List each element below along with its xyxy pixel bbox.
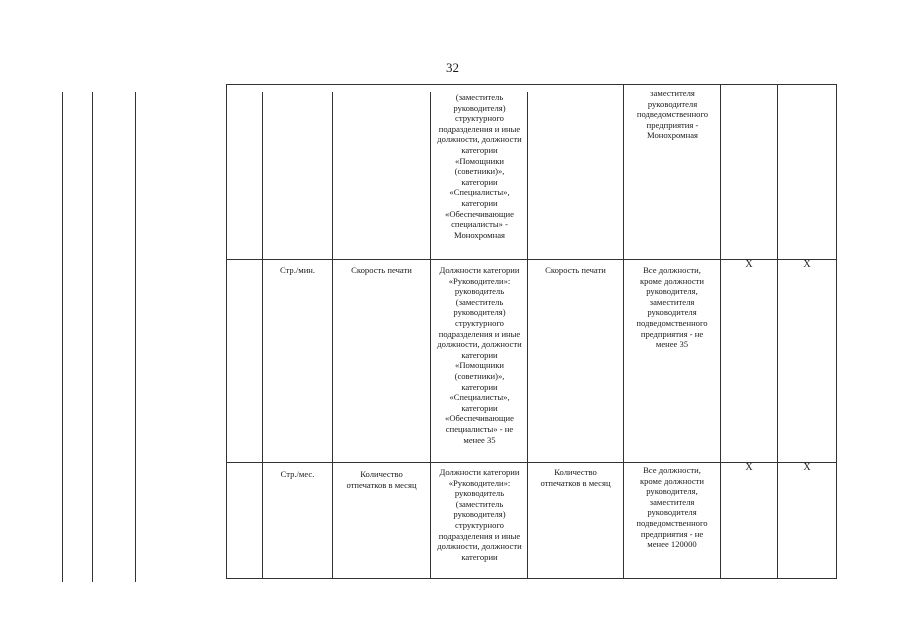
- cell-line: категории: [461, 144, 498, 155]
- row1-norm-right: [625, 88, 720, 141]
- column-divider: [430, 92, 431, 579]
- row2-norm-right: [624, 265, 720, 350]
- cell-line: подведомственного: [636, 517, 708, 528]
- table-top-rule: [226, 84, 836, 85]
- column-divider: [777, 84, 778, 579]
- row2-unit: Стр./мин.: [279, 265, 316, 275]
- cell-line: подразделения и иные: [438, 530, 521, 541]
- row3-characteristic-2: [528, 467, 623, 488]
- cell-line: Все должности,: [643, 465, 701, 475]
- cell-line: специалисты» - не: [445, 423, 514, 434]
- cell-line: должности, должности: [437, 339, 522, 350]
- cell-line: «Специалисты»,: [449, 392, 510, 403]
- cell-line: предприятия - не: [640, 328, 704, 339]
- cell-line: предприятия - не: [640, 528, 704, 539]
- cell-line: менее 35: [463, 434, 496, 445]
- cell-line: «Специалисты»,: [449, 187, 510, 198]
- cell-line: «Руководители»:: [448, 275, 511, 286]
- row2-norm-left: [432, 265, 527, 445]
- cell-line: кроме должности: [639, 475, 705, 486]
- cell-line: категории: [461, 402, 498, 413]
- cell-line: «Руководители»:: [448, 477, 511, 488]
- cell-line: руководителя): [453, 509, 506, 520]
- column-divider: [720, 84, 721, 579]
- cell-line: Количество: [554, 467, 597, 477]
- column-divider: [332, 92, 333, 579]
- table-bottom-rule: [226, 578, 836, 579]
- cell-line: кроме должности: [639, 275, 705, 286]
- cell-line: Количество: [360, 469, 403, 479]
- row3-characteristic: [333, 469, 430, 490]
- row1-norm-left: [432, 92, 527, 240]
- cell-line: «Помощники: [455, 360, 504, 371]
- cell-line: руководитель: [454, 286, 505, 297]
- row3-mark-2: X: [803, 463, 811, 473]
- cell-line: категории: [461, 381, 498, 392]
- row2-characteristic-2: Скорость печати: [545, 265, 606, 275]
- cell-line: категории: [461, 197, 498, 208]
- row2-mark-1: X: [745, 260, 753, 270]
- cell-line: руководителя: [647, 98, 698, 109]
- cell-line: категории: [461, 551, 498, 562]
- row3-mark-1: X: [745, 463, 753, 473]
- margin-line: [135, 92, 136, 582]
- cell-line: должности, должности: [437, 134, 522, 145]
- cell-line: «Обеспечивающие: [445, 413, 514, 424]
- cell-line: «Помощники: [455, 155, 504, 166]
- cell-line: структурного: [455, 113, 504, 124]
- cell-line: (заместитель: [455, 92, 504, 102]
- column-divider: [262, 92, 263, 579]
- column-divider: [226, 84, 227, 579]
- cell-line: руководителя): [453, 102, 506, 113]
- page-number: 32: [446, 60, 459, 75]
- cell-line: руководителя,: [646, 486, 698, 497]
- cell-line: руководителя,: [646, 286, 698, 297]
- cell-line: руководителя): [453, 307, 506, 318]
- cell-line: должности, должности: [437, 541, 522, 552]
- cell-line: подведомственного: [636, 109, 709, 120]
- cell-line: категории: [461, 176, 498, 187]
- cell-line: руководитель: [454, 488, 505, 499]
- cell-line: Должности категории: [439, 467, 520, 477]
- cell-line: заместителя: [649, 496, 695, 507]
- cell-line: подведомственного: [636, 317, 708, 328]
- column-divider: [527, 92, 528, 579]
- cell-line: (заместитель: [455, 296, 504, 307]
- cell-line: предприятия -: [646, 119, 699, 130]
- cell-line: (советники)»,: [454, 370, 505, 381]
- cell-line: Монохромная: [454, 229, 505, 240]
- cell-line: руководителя: [647, 507, 697, 518]
- row3-norm-right: [624, 465, 720, 550]
- column-divider: [836, 84, 837, 579]
- margin-line: [92, 92, 93, 582]
- cell-line: подразделения и иные: [438, 123, 521, 134]
- row3-unit: Стр./мес.: [280, 469, 315, 479]
- margin-line: [62, 92, 63, 582]
- cell-line: (заместитель: [455, 498, 504, 509]
- cell-line: менее 35: [655, 339, 689, 350]
- cell-line: категории: [461, 349, 498, 360]
- row2-mark-2: X: [803, 260, 811, 270]
- row2-characteristic: Скорость печати: [351, 265, 412, 275]
- cell-line: отпечатков в месяц: [346, 479, 417, 490]
- cell-line: структурного: [455, 519, 504, 530]
- cell-line: подразделения и иные: [438, 328, 521, 339]
- cell-line: Должности категории: [439, 265, 520, 275]
- cell-line: отпечатков в месяц: [540, 477, 611, 488]
- cell-line: специалисты» -: [451, 219, 508, 230]
- cell-line: заместителя: [650, 88, 695, 98]
- cell-line: заместителя: [649, 296, 695, 307]
- cell-line: Монохромная: [647, 130, 698, 141]
- cell-line: структурного: [455, 317, 504, 328]
- cell-line: руководителя: [647, 307, 697, 318]
- row3-norm-left: [432, 467, 527, 562]
- cell-line: Все должности,: [643, 265, 701, 275]
- cell-line: «Обеспечивающие: [445, 208, 514, 219]
- cell-line: (советники)»,: [454, 166, 505, 177]
- cell-line: менее 120000: [647, 539, 697, 550]
